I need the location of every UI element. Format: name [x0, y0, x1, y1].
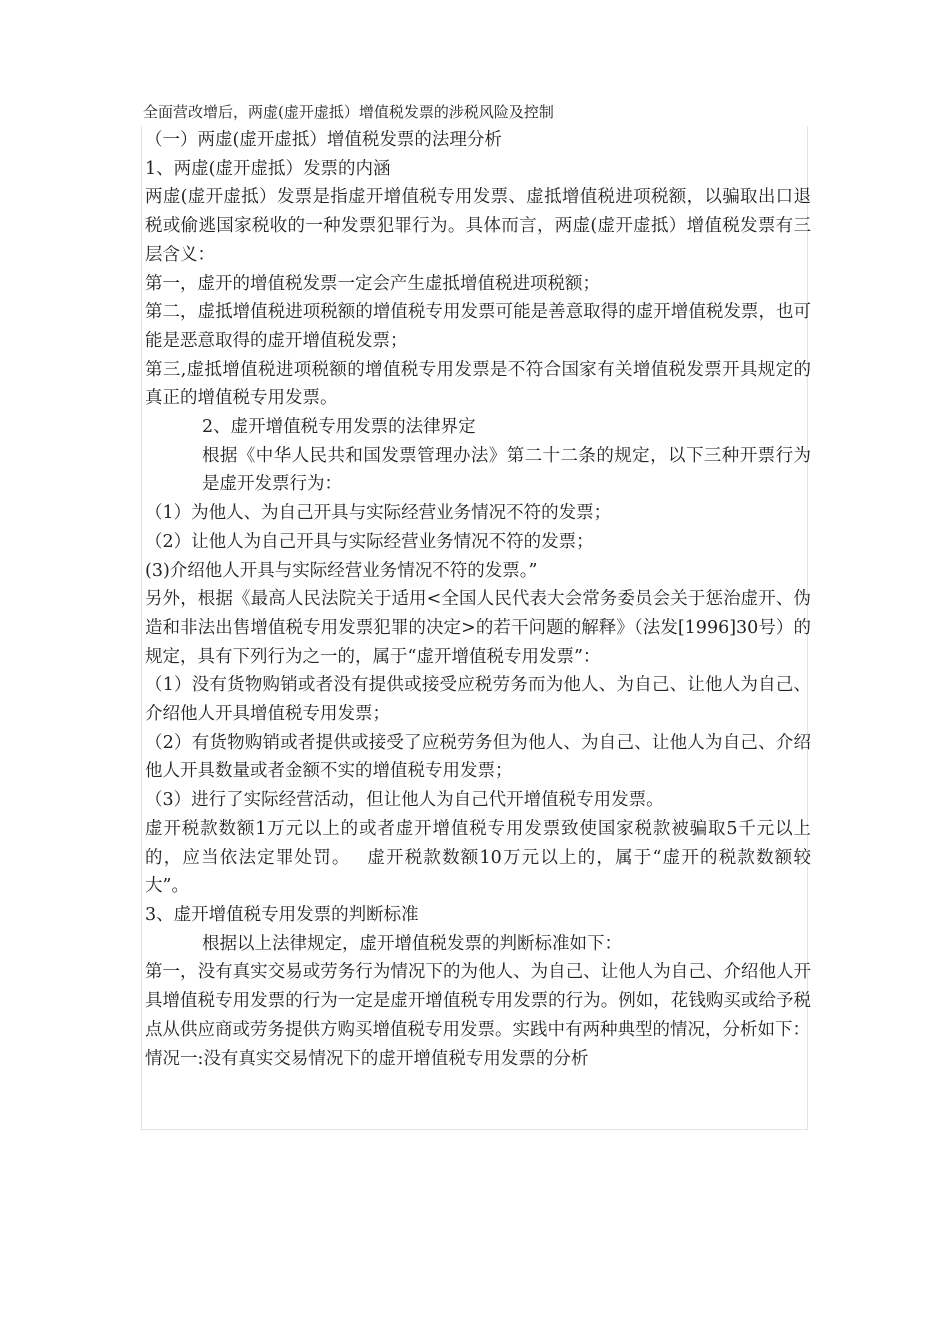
paragraph: 第一，没有真实交易或劳务行为情况下的为他人、为自己、让他人为自己、介绍他人开具增值税专用发票的行为一定是虚开增值税专用发票的行为。例如，花钱购买或给予税点从供应商或劳务提供方购买增值税专用发票。实践中有两种典型的情况，分析如下：	[145, 962, 811, 1040]
paragraph: （3）进行了实际经营活动，但让他人为自己代开增值税专用发票。	[145, 790, 664, 811]
document-title: 全面营改增后，两虚(虚开虚抵）增值税发票的涉税风险及控制	[143, 103, 554, 121]
paragraph: 根据《中华人民共和国发票管理办法》第二十二条的规定，以下三种开票行为是虚开发票行为：	[202, 445, 811, 495]
paragraph: 另外，根据《最高人民法院关于适用<全国人民代表大会常务委员会关于惩治虚开、伪造和非法出售增值税专用发票犯罪的决定>的若干问题的解释》（法发[1996]30号）的规定，具有下列行为之一的，属于“虚开增值税专用发票”：	[145, 589, 811, 667]
paragraph: 第三,虚抵增值税进项税额的增值税专用发票是不符合国家有关增值税发票开具规定的真正的增值税专用发票。	[145, 359, 811, 409]
paragraph: （1）为他人、为自己开具与实际经营业务情况不符的发票；	[145, 503, 612, 524]
paragraph: （1）没有货物购销或者没有提供或接受应税劳务而为他人、为自己、让他人为自己、介绍他人开具增值税专用发票；	[145, 675, 811, 725]
paragraph: 根据以上法律规定，虚开增值税发票的判断标准如下：	[202, 933, 622, 954]
paragraph: 2、虚开增值税专用发票的法律界定	[202, 417, 476, 438]
paragraph: 情况一:没有真实交易情况下的虚开增值税专用发票的分析	[145, 1048, 589, 1069]
paragraph: （一）两虚(虚开虚抵）增值税发票的法理分析	[145, 130, 502, 150]
paragraph: 3、虚开增值税专用发票的判断标准	[145, 904, 419, 925]
paragraph: 1、两虚(虚开虚抵）发票的内涵	[145, 158, 391, 179]
paragraph: （2）有货物购销或者提供或接受了应税劳务但为他人、为自己、让他人为自己、介绍他人开具数量或者金额不实的增值税专用发票；	[145, 732, 811, 782]
paragraph: 第二，虚抵增值税进项税额的增值税专用发票可能是善意取得的虚开增值税发票，也可能是恶意取得的虚开增值税发票；	[145, 302, 811, 351]
paragraph: 两虚(虚开虚抵）发票是指虚开增值税专用发票、虚抵增值税进项税额，以骗取出口退税或偷逃国家税收的一种发票犯罪行为。具体而言，两虚(虚开虚抵）增值税发票有三层含义：	[145, 187, 811, 265]
paragraph: 虚开税款数额1万元以上的或者虚开增值税专用发票致使国家税款被骗取5千元以上的，应当依法定罪处罚。 虚开税款数额10万元以上的，属于“虚开的税款数额较大”。	[145, 818, 811, 897]
paragraph: （2）让他人为自己开具与实际经营业务情况不符的发票；	[145, 531, 594, 552]
paragraph: (3)介绍他人开具与实际经营业务情况不符的发票。”	[145, 560, 538, 581]
paragraph: 第一，虚开的增值税发票一定会产生虚抵增值税进项税额；	[145, 273, 600, 294]
document-body	[145, 126, 811, 1073]
